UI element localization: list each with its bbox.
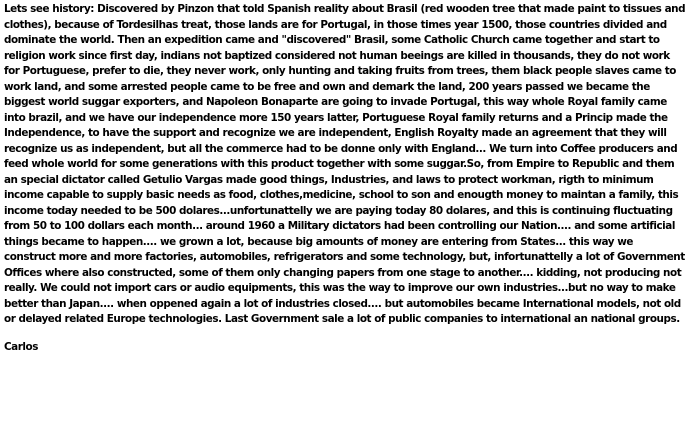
history-paragraph: Lets see history: Discovered by Pinzon that told Spanish reality about Brasil (red wooden tree that made paint to tissues and clothes), because of Tordesilhas treat, those lands are for Portugal, in those times year 1500, those countries divided and dominate the world. Then an expedition came and "discovered" Brasil, some Catholic Church came together and start to religion work since first day, indians not baptized considered not human beeings are killed in thousands, they do not work for Portuguese, prefer to die, they never work, only hunting and taking fruits from trees, them black people slaves came to work land, and some arrested people came to be free and own and demark the land, 200 years passed we became the biggest world suggar exporters, and Napoleon Bonaparte are going to invade Portugal, this way whole Royal family came into brazil, and we have our independence more 150 years latter, Portuguese Royal family returns and a Princip made the Independence, to have the support and recognize we are independent, English Royalty made an agreement that they will recognize us as independent, but all the commerce had to be donne only with England... We turn into Coffee producers and feed whole world for some generations with this product together with some suggar.So, from Empire to Republic and them an special dictator called Getulio Vargas made good things, Industries, and laws to protect workman, rigth to minimum income capable to supply basic needs as food, clothes,medicine, school to son and enougth money to maintan a family, this income today needed to be 500 dolares...unfortunattelly we are paying today 80 dolares, and this is continuing fluctuating from 50 to 100 dollars each month... around 1960 a Military dictators had been controlling our Nation.... and some artificial things became to happen.... we grown a lot, because big amounts of money are entering from States... this way we construct more and more factories, automobiles, refrigerators and some technology, but, infortunattelly a lot of Government Offices where also constructed, some of them only changing papers from one stage to another.... kidding, not producing not really. We could not import cars or audio equipments, this was the way to improve our own industries...but no way to make better than Japan.... when oppened again a lot of industries closed.... but automobiles became International models, not old or delayed related Europe technologies. Last Government sale a lot of public companies to international an national groups. (4, 3, 686, 325)
author-signature: Carlos (4, 340, 38, 353)
